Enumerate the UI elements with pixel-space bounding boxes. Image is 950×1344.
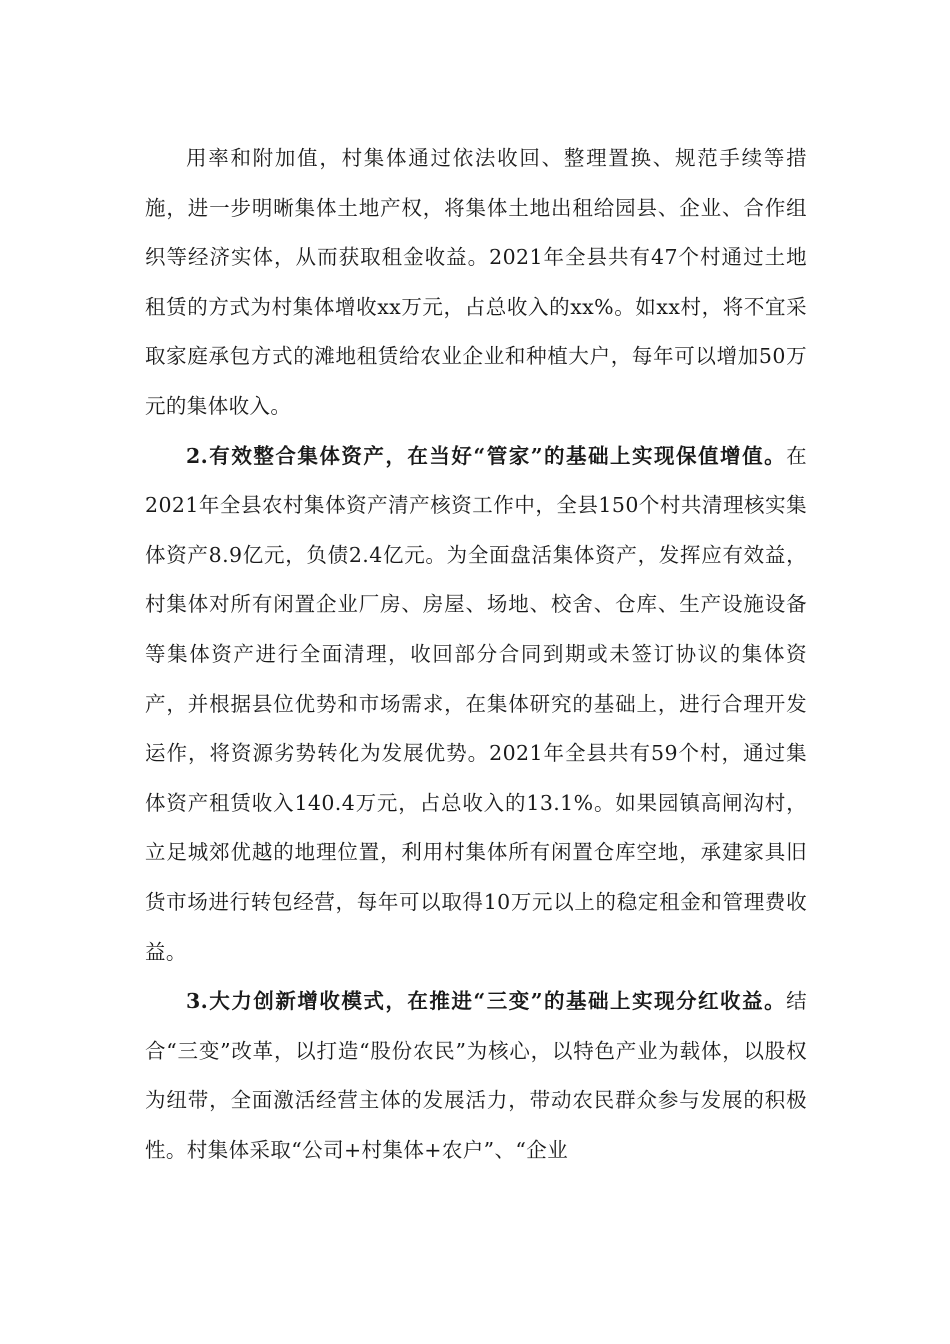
paragraph-text: 在2021年全县农村集体资产清产核资工作中，全县150个村共清理核实集体资产8.9亿元，负债2.4亿元。为全面盘活集体资产，发挥应有效益，村集体对所有闲置企业厂房、房屋、场地、校舍、仓库、生产设施设备等集体资产进行全面清理，收回部分合同到期或未签订协议的集体资产，并根据县位优势和市场需求，在集体研究的基础上，进行合理开发运作，将资源劣势转化为发展优势。2021年全县共有59个村，通过集体资产租赁收入140.4万元，占总收入的13.1%。如果园镇高闸沟村，立足城郊优越的地理位置，利用村集体所有闲置仓库空地，承建家具旧货市场进行转包经营，每年可以取得10万元以上的稳定租金和管理费收益。 xyxy=(145,443,807,964)
document-body xyxy=(145,134,807,1175)
paragraph-income-model xyxy=(145,977,807,1175)
section-heading-2: 2.有效整合集体资产，在当好“管家”的基础上实现保值增值。 xyxy=(186,443,787,468)
paragraph-text: 用率和附加值，村集体通过依法收回、整理置换、规范手续等措施，进一步明晰集体土地产权，将集体土地出租给园县、企业、合作组织等经济实体，从而获取租金收益。2021年全县共有47个村通过土地租赁的方式为村集体增收xx万元，占总收入的xx%。如xx村，将不宜采取家庭承包方式的滩地租赁给农业企业和种植大户，每年可以增加50万元的集体收入。 xyxy=(145,146,807,418)
paragraph-asset-integration xyxy=(145,432,807,978)
paragraph-text: 结合“三变”改革，以打造“股份农民”为核心，以特色产业为载体，以股权为纽带，全面激活经营主体的发展活力，带动农民群众参与发展的积极性。村集体采取“公司+村集体+农户”、“企业 xyxy=(145,989,807,1162)
paragraph-land-lease xyxy=(145,134,807,432)
section-heading-3: 3.大力创新增收模式，在推进“三变”的基础上实现分红收益。 xyxy=(186,989,787,1014)
